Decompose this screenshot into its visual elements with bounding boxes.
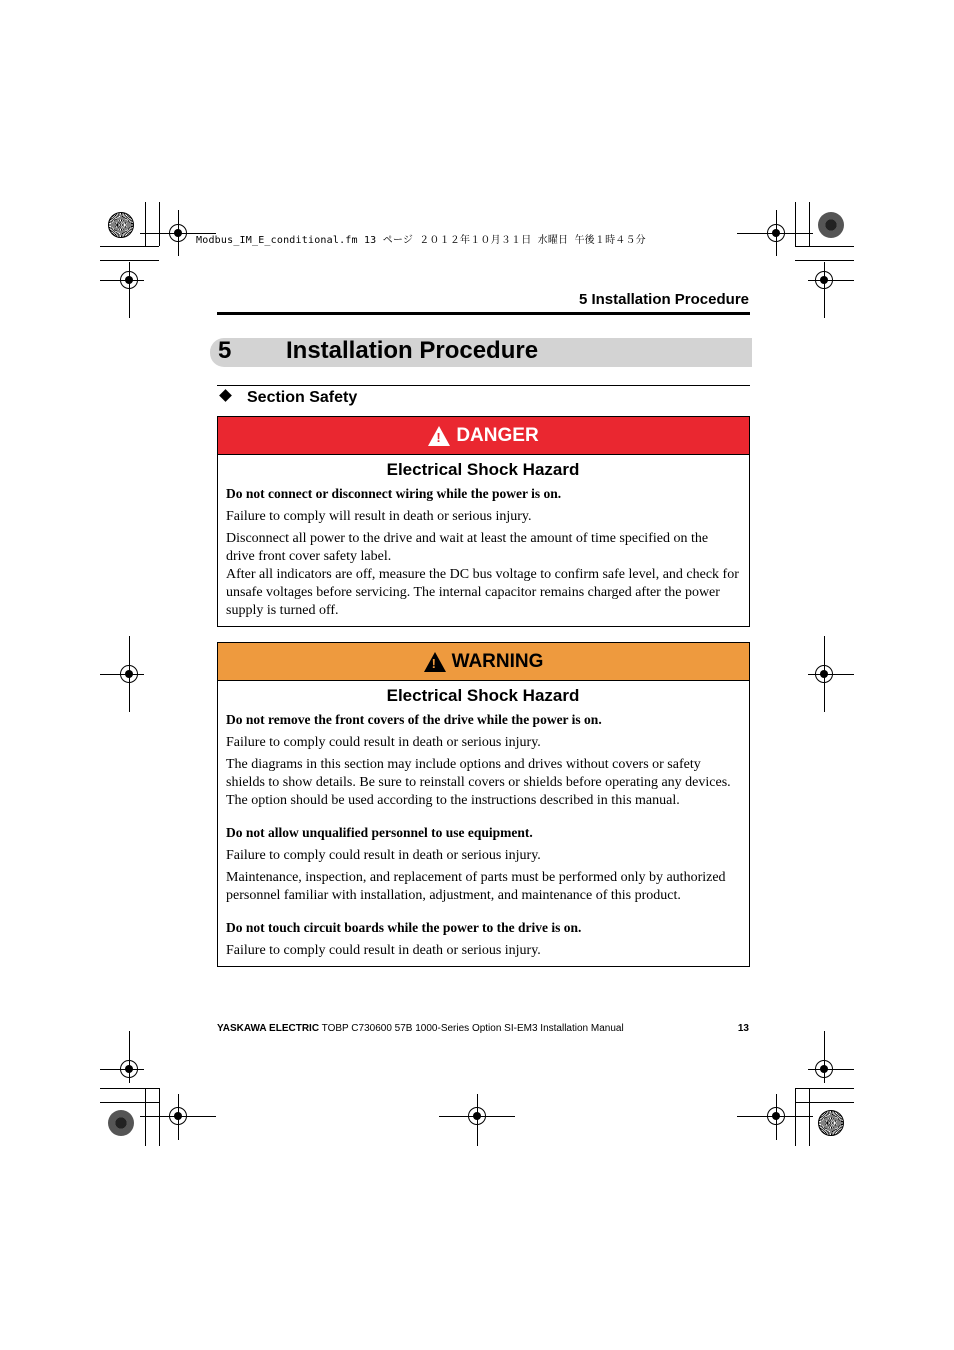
danger-box	[217, 416, 750, 627]
registration-disc-icon	[818, 1110, 844, 1136]
registration-target-icon	[169, 224, 187, 242]
warning-triangle-icon: !	[428, 426, 450, 446]
registration-target-icon	[815, 665, 833, 683]
page-footer	[217, 1023, 624, 1034]
danger-instruction: Do not connect or disconnect wiring while the power is on.	[226, 486, 562, 501]
warning-paragraph: Maintenance, inspection, and replacement of parts must be performed only by authorized personnel familiar with installation, adjustment, and maintenance of this product.	[226, 870, 726, 903]
subsection-title: Section Safety	[247, 389, 358, 406]
registration-disc-icon	[818, 212, 844, 238]
registration-target-icon	[169, 1107, 187, 1125]
warning-triangle-icon: !	[424, 652, 446, 672]
warning-label: WARNING	[451, 650, 544, 672]
registration-target-icon	[468, 1107, 486, 1125]
registration-disc-icon	[108, 1110, 134, 1136]
danger-paragraph: After all indicators are off, measure the DC bus voltage to confirm safe level, and check for unsafe voltages before servicing. The internal capacitor remains charged after the power supply is turned off.	[226, 567, 739, 618]
warning-instruction: Do not remove the front covers of the drive while the power is on.	[226, 712, 602, 727]
danger-paragraph: Failure to comply will result in death or serious injury.	[226, 509, 532, 524]
danger-header	[218, 417, 749, 455]
subsection-rule	[217, 385, 750, 386]
warning-hazard-title: Electrical Shock Hazard	[386, 686, 580, 705]
running-header: 5 Installation Procedure	[578, 291, 749, 308]
registration-target-icon	[815, 271, 833, 289]
warning-instruction: Do not touch circuit boards while the power to the drive is on.	[226, 920, 582, 935]
warning-box	[217, 642, 750, 967]
registration-target-icon	[120, 665, 138, 683]
page-number: 13	[737, 1023, 749, 1034]
section-title: Installation Procedure	[286, 337, 539, 364]
footer-brand: YASKAWA ELECTRIC	[217, 1023, 320, 1034]
warning-paragraph: Failure to comply could result in death or serious injury.	[226, 943, 541, 958]
danger-hazard-title: Electrical Shock Hazard	[386, 460, 580, 479]
warning-paragraph: Failure to comply could result in death or serious injury.	[226, 735, 541, 750]
file-slug: Modbus_IM_E_conditional.fm 13 ページ ２０１２年１０月３１日 水曜日 午後１時４５分	[196, 235, 646, 246]
registration-target-icon	[767, 1107, 785, 1125]
warning-instruction: Do not allow unqualified personnel to use equipment.	[226, 825, 533, 840]
warning-paragraph: Failure to comply could result in death or serious injury.	[226, 848, 541, 863]
registration-disc-icon	[108, 212, 134, 238]
footer-text: TOBP C730600 57B 1000-Series Option SI-EM3 Installation Manual	[319, 1023, 624, 1034]
danger-label: DANGER	[456, 424, 539, 446]
section-number: 5	[218, 337, 232, 364]
registration-target-icon	[120, 271, 138, 289]
warning-header	[218, 643, 749, 681]
danger-paragraph: Disconnect all power to the drive and wait at least the amount of time specified on the drive front cover safety label.	[226, 531, 709, 564]
header-rule	[217, 312, 750, 315]
diamond-bullet-icon	[219, 389, 232, 402]
warning-paragraph: The diagrams in this section may include options and drives without covers or safety shields to show details. Be sure to reinstall covers or shields before operating any devices. The option should be used according to the instructions described in this manual.	[226, 757, 731, 808]
registration-target-icon	[120, 1060, 138, 1078]
registration-target-icon	[767, 224, 785, 242]
registration-target-icon	[815, 1060, 833, 1078]
